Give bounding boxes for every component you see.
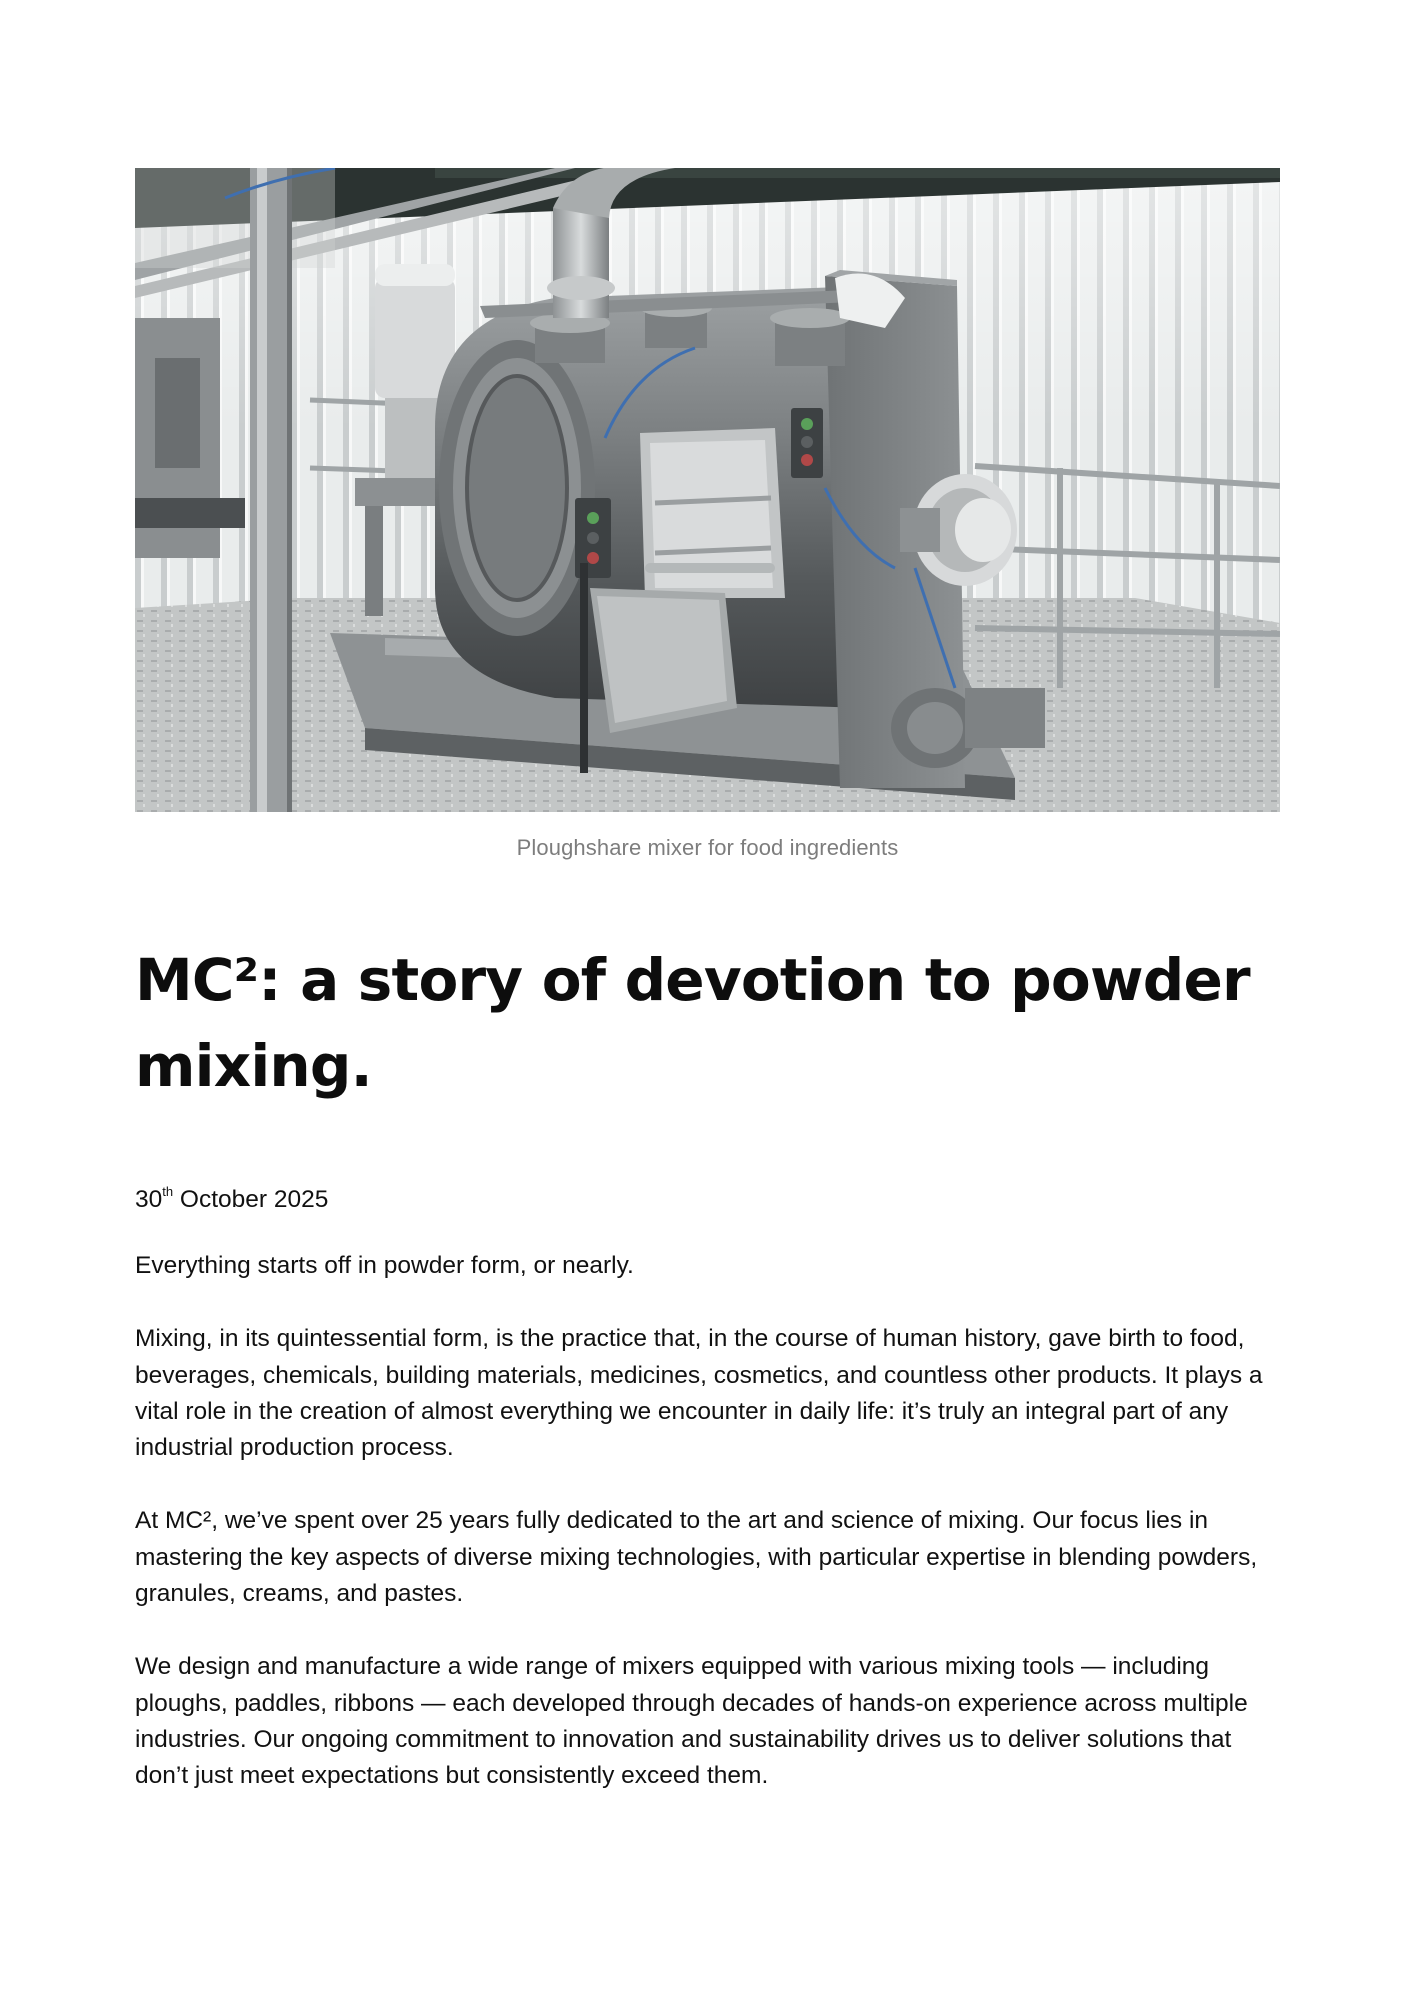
article-date [135, 1182, 1280, 1218]
paragraph-products: We design and manufacture a wide range of mixers equipped with various mixing tools — including ploughs, paddles, ribbons — each developed through decades of hands-on experience across multiple industries. Our ongoing commitment to innovation and sustainability drives us to deliver solutions that don’t just meet expectations but consistently exceed them. [135, 1653, 1248, 1790]
article-title: MC²: a story of devotion to powder mixing. [135, 946, 1250, 1100]
date-day: 30 [135, 1186, 163, 1213]
date-ordinal-suffix: th [162, 1184, 174, 1199]
paragraph-company-experience: At MC², we’ve spent over 25 years fully dedicated to the art and science of mixing. Our focus lies in mastering the key aspects of diverse mixing technologies, with particular expertise in blending powders, granules, creams, and pastes. [135, 1507, 1258, 1608]
ploughshare-mixer-photo [135, 168, 1280, 812]
date-month-year: October 2025 [173, 1186, 329, 1213]
paragraph-mixing-history: Mixing, in its quintessential form, is the practice that, in the course of human history, gave birth to food, beverages, chemicals, building materials, medicines, cosmetics, and countless other products. It plays a vital role in the creation of almost everything we encounter in daily life: it’s truly an integral part of any industrial production process. [135, 1325, 1263, 1462]
paragraph-intro: Everything starts off in powder form, or nearly. [135, 1252, 634, 1279]
photo-caption: Ploughshare mixer for food ingredients [516, 835, 899, 860]
hero-figure [135, 168, 1280, 861]
article-page [135, 168, 1280, 1795]
